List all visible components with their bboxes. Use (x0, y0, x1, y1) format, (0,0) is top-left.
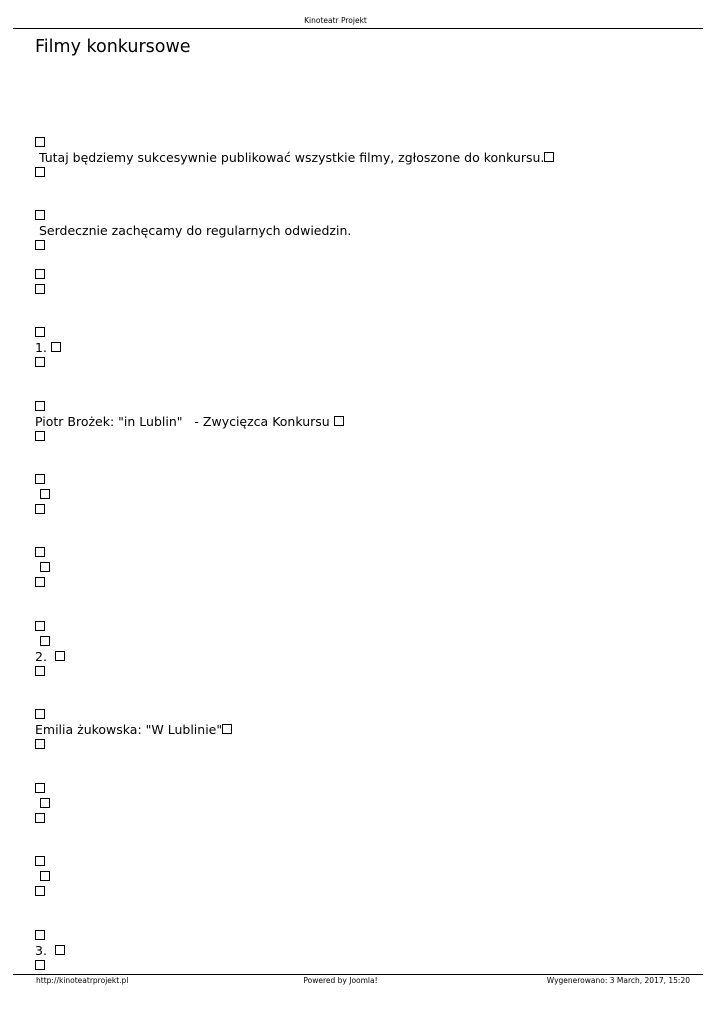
placeholder-glyph (40, 634, 50, 649)
entry-number: 3. (35, 943, 65, 958)
placeholder-glyph (35, 267, 45, 282)
placeholder-glyph (40, 796, 50, 811)
placeholder-glyph (544, 152, 554, 162)
placeholder-glyph (35, 781, 45, 796)
intro-text: Tutaj będziemy sukcesywnie publikować wszystkie filmy, zgłoszone do konkursu. (35, 150, 545, 165)
placeholder-glyph (35, 355, 45, 370)
placeholder-glyph (35, 928, 45, 943)
placeholder-glyph (55, 651, 65, 661)
placeholder-glyph (222, 724, 232, 734)
placeholder-glyph (35, 325, 45, 340)
placeholder-glyph (35, 575, 45, 590)
placeholder-glyph (35, 429, 45, 444)
placeholder-glyph (35, 472, 45, 487)
placeholder-glyph (35, 282, 45, 297)
site-header-title: Kinoteatr Projekt (304, 16, 367, 25)
intro-paragraph (35, 223, 351, 238)
placeholder-glyph (35, 737, 45, 752)
entry-title: Piotr Brożek: "in Lublin" - Zwycięzca Konkursu (35, 414, 344, 429)
intro-paragraph (35, 150, 554, 165)
placeholder-glyph (55, 945, 65, 955)
placeholder-glyph (40, 560, 50, 575)
placeholder-glyph (35, 619, 45, 634)
header-divider (13, 28, 703, 29)
placeholder-glyph (35, 958, 45, 973)
footer-divider (13, 974, 703, 975)
placeholder-glyph (35, 165, 45, 180)
footer-generated-date: Wygenerowano: 3 March, 2017, 15:20 (546, 976, 690, 985)
placeholder-glyph (35, 854, 45, 869)
placeholder-glyph (35, 545, 45, 560)
placeholder-glyph (40, 869, 50, 884)
entry-number: 2. (35, 649, 65, 664)
article-title: Filmy konkursowe (35, 37, 191, 57)
placeholder-glyph (35, 502, 45, 517)
intro-text: Serdecznie zachęcamy do regularnych odwiedzin. (35, 223, 352, 238)
placeholder-glyph (51, 342, 61, 352)
placeholder-glyph (35, 811, 45, 826)
placeholder-glyph (35, 135, 45, 150)
placeholder-glyph (35, 884, 45, 899)
entry-title: Emilia żukowska: "W Lublinie" (35, 722, 232, 737)
entry-number: 1. (35, 340, 61, 355)
footer-url: http://kinoteatrprojekt.pl (36, 976, 129, 985)
placeholder-glyph (35, 238, 45, 253)
placeholder-glyph (334, 416, 344, 426)
placeholder-glyph (35, 399, 45, 414)
placeholder-glyph (35, 707, 45, 722)
placeholder-glyph (35, 208, 45, 223)
footer-powered-by: Powered by Joomla! (303, 976, 378, 985)
placeholder-glyph (35, 664, 45, 679)
placeholder-glyph (40, 487, 50, 502)
